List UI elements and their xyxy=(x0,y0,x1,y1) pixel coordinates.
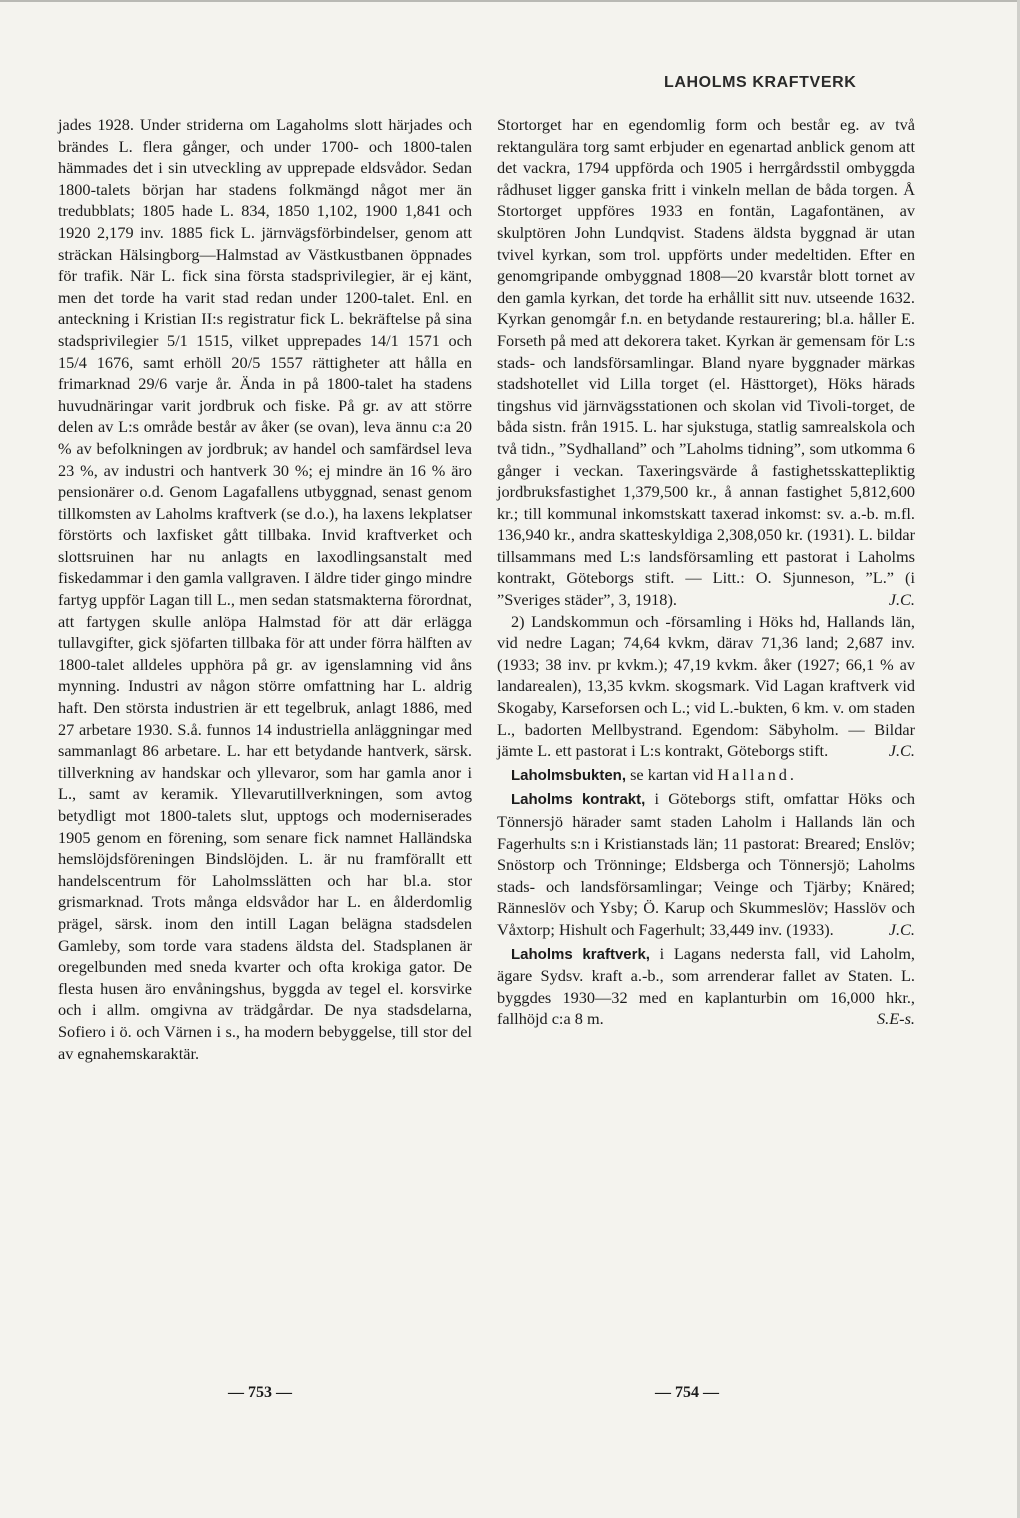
stortorget-paragraph xyxy=(497,114,915,611)
entry-text: se kartan vid xyxy=(630,764,714,784)
signature: J.C. xyxy=(888,741,915,761)
page-edge-top xyxy=(0,0,1020,2)
signature: J.C. xyxy=(888,590,915,610)
entry-headword: Laholms kontrakt, xyxy=(511,791,646,809)
entry-headword: Laholmsbukten, xyxy=(511,766,627,784)
signature: S.E-s. xyxy=(877,1009,915,1029)
left-column-text: jades 1928. Under striderna om Lagaholms slott härjades och brändes L. flera gånger, och under 1700- och 1800-talen hämmades det i sin utveckling av upprepade eldsvådor. Sedan 1800-talets början har stadens folkmängd något mer än tredubblats; 1805 hade L. 834, 1850 1,102, 1900 1,841 och 1920 2,179 inv. 1885 fick L. järnvägsförbindelser, genom att sträckan Hälsingborg—Halmstad av Västkustbanen öppnades för trafik. När L. fick sina första stadsprivilegier, är ej känt, men det torde ha varit stad redan under 1200-talet. Enl. en anteckning i Kristian II:s registratur fick L. bekräftelse på sina stadsprivilegier 5/1 1515, vilket upprepades 14/1 1571 och 15/4 1676, samt erhöll 20/5 1557 rättigheter att hålla en frimarknad 29/6 varje år. Ända in på 1800-talet ha stadens huvudnäringar varit jordbruk och fiske. På gr. av att större delen av L:s område består av åker (se ovan), leva ännu c:a 20 % av befolkningen av jordbruk; av handel och samfärdsel leva 23 %, av industri och hantverk 30 %; ej mindre än 16 % äro pensionärer o.d. Genom Lagafallens utbyggnad, senast genom tillkomsten av Laholms kraftverk (se d.o.), ha laxens lekplatser förstörts och laxfisket gått tillbaka. Invid kraftverket och slottsruinen har nu anlagts en laxodlingsanstalt med fiskedammar i den gamla vallgraven. I äldre tider gingo mindre fartyg uppför Lagan till L., men sedan statsmakterna förordnat, att fartygen skulle anlöpa Halmstad för att där erlägga tullavgifter, gick sjöfarten tillbaka för att under förra hälften av 1800-talet alldeles upphöra på gr. av igenslamning vid åns mynning. Industri av någon större omfattning har L. aldrig haft. Den största industrien är ett tegelbruk, anlagt 1886, med 27 arbetare 1930. S.å. funnos 14 industriella anläggningar med sammanlagt 86 arbetare. L. har ett betydande hantverk, särsk. tillverkning av handskar och yllevaror, som har gamla anor i L., samt av keramik. Yllevarutillverkningen, som avtog betydligt mot 1800-talets slut, upptogs och moderniserades 1905 genom en förening, som senare fick namnet Halländska hemslöjdsföreningen Bindslöjden. L. är nu framförallt ett handelscentrum för Laholmsslätten och har bl.a. stor grismarknad. Trots många eldsvådor har L. en ålderdomlig prägel, särsk. inom den intill Lagan belägna stadsdelen Gamleby, som torde vara stadens äldsta del. Stadsplanen är oregelbunden med sneda kvarter och ofta krokiga gator. De flesta husen äro envåningshus, byggda av tegel el. korsvirke och i allm. omgivna av trädgårdar. De nya stadsdelarna, Sofiero i ö. och Värnen i s., ha modern bebyggelse, till stor del av egnahemskaraktär. xyxy=(58,115,472,1063)
stortorget-text: Stortorget har en egendomlig form och består eg. av två rektangulära torg samt erbjuder en egenartad anblick genom att det vackra, 1794 uppförda och 1905 i herrgårdsstil ombyggda rådhuset ligger ganska fritt i vinkeln mellan de båda torgen. Å Stortorget uppföres 1933 en fontän, Lagafontänen, av skulptören John Lundqvist. Stadens äldsta byggnad är utan tvivel kyrkan, som trol. uppförts under medeltiden. Efter en genomgripande ombyggnad 1808—20 kvarstår blott tornet av den gamla kyrkan, det torde ha erhållit sitt nuv. utseende 1632. Kyrkan genomgår f.n. en betydande restaurering; bl.a. håller E. Forseth på med att dekorera taket. Kyrkan är gemensam för L:s stads- och landsförsamlingar. Bland nyare byggnader märkas stadshotellet vid Lilla torget (el. Hästtorget), Höks härads tingshus vid järnvägsstationen och skolan vid Tivoli-torget, de båda sistn. från 1915. L. har sjukstuga, statlig samrealskola och två tidn., ”Sydhalland” och ”Laholms tidning”, som utkomma 6 gånger i veckan. Taxeringsvärde å fastighetsskattepliktig jordbruksfastighet 1,379,500 kr., å annan fastighet 5,812,600 kr.; till kommunal inkomstskatt taxerad inkomst: sv. a.-b. m.fl. 136,940 kr., andra skatteskyldiga 2,308,050 kr. (1931). L. bildar tillsammans med L:s landsförsamling ett pastorat i Laholms kontrakt, Göteborgs stift. — Litt.: O. Sjunneson, ”L.” (i ”Sveriges städer”, 3, 1918). xyxy=(497,115,915,610)
entry-headword: Laholms kraftverk, xyxy=(511,945,650,963)
entry-laholms-kontrakt xyxy=(497,788,915,940)
right-column xyxy=(497,114,915,1030)
left-column xyxy=(58,114,472,1064)
page-number-left: — 753 — xyxy=(228,1384,292,1401)
entry-text: i Lagans nedersta fall, vid Laholm, ägare Sydsv. kraft a.-b., som arrenderar fallet av Staten. L. byggdes 1930—32 med en kaplanturbin om 16,000 hkr., fallhöjd c:a 8 m. xyxy=(497,943,916,1029)
running-header: LAHOLMS KRAFTVERK xyxy=(664,74,857,91)
page-number-right: — 754 — xyxy=(655,1384,719,1401)
landskommun-paragraph xyxy=(497,611,915,762)
landskommun-text: 2) Landskommun och -församling i Höks hd, Hallands län, vid nedre Lagan; 74,64 kvkm, därav 71,36 land; 2,687 inv. (1933; 38 inv. pr kvkm.); 47,19 kvkm. åker (1927; 66,1 % av landarealen), 13,35 kvkm. skogsmark. Vid Lagan kraftverk vid Skogaby, Karseforsen och L.; vid L.-bukten, 6 km. v. om staden L., badorten Mellbystrand. Egendom: Säbyholm. — Bildar jämte L. ett pastorat i L:s kontrakt, Göteborgs stift. xyxy=(497,611,915,761)
entry-text: i Göteborgs stift, omfattar Höks och Tönnersjö härader samt staden Laholm i Hallands län och Fagerhults s:n i Kristianstads län; 11 pastorat: Breared; Enslöv; Snöstorp och Trönninge; Eldsberga och Tönnersjö; Laholms stads- och landsförsamlingar; Veinge och Tjärby; Knäred; Ränneslöv och Ysby; Ö. Karup och Skummeslöv; Hasslöv och Våxtorp; Hishult och Fagerhult; 33,449 inv. (1933). xyxy=(497,789,915,939)
signature: J.C. xyxy=(888,919,915,939)
cross-reference: Halland. xyxy=(717,764,797,784)
entry-laholmsbukten xyxy=(497,764,915,787)
entry-laholms-kraftverk xyxy=(497,943,915,1030)
